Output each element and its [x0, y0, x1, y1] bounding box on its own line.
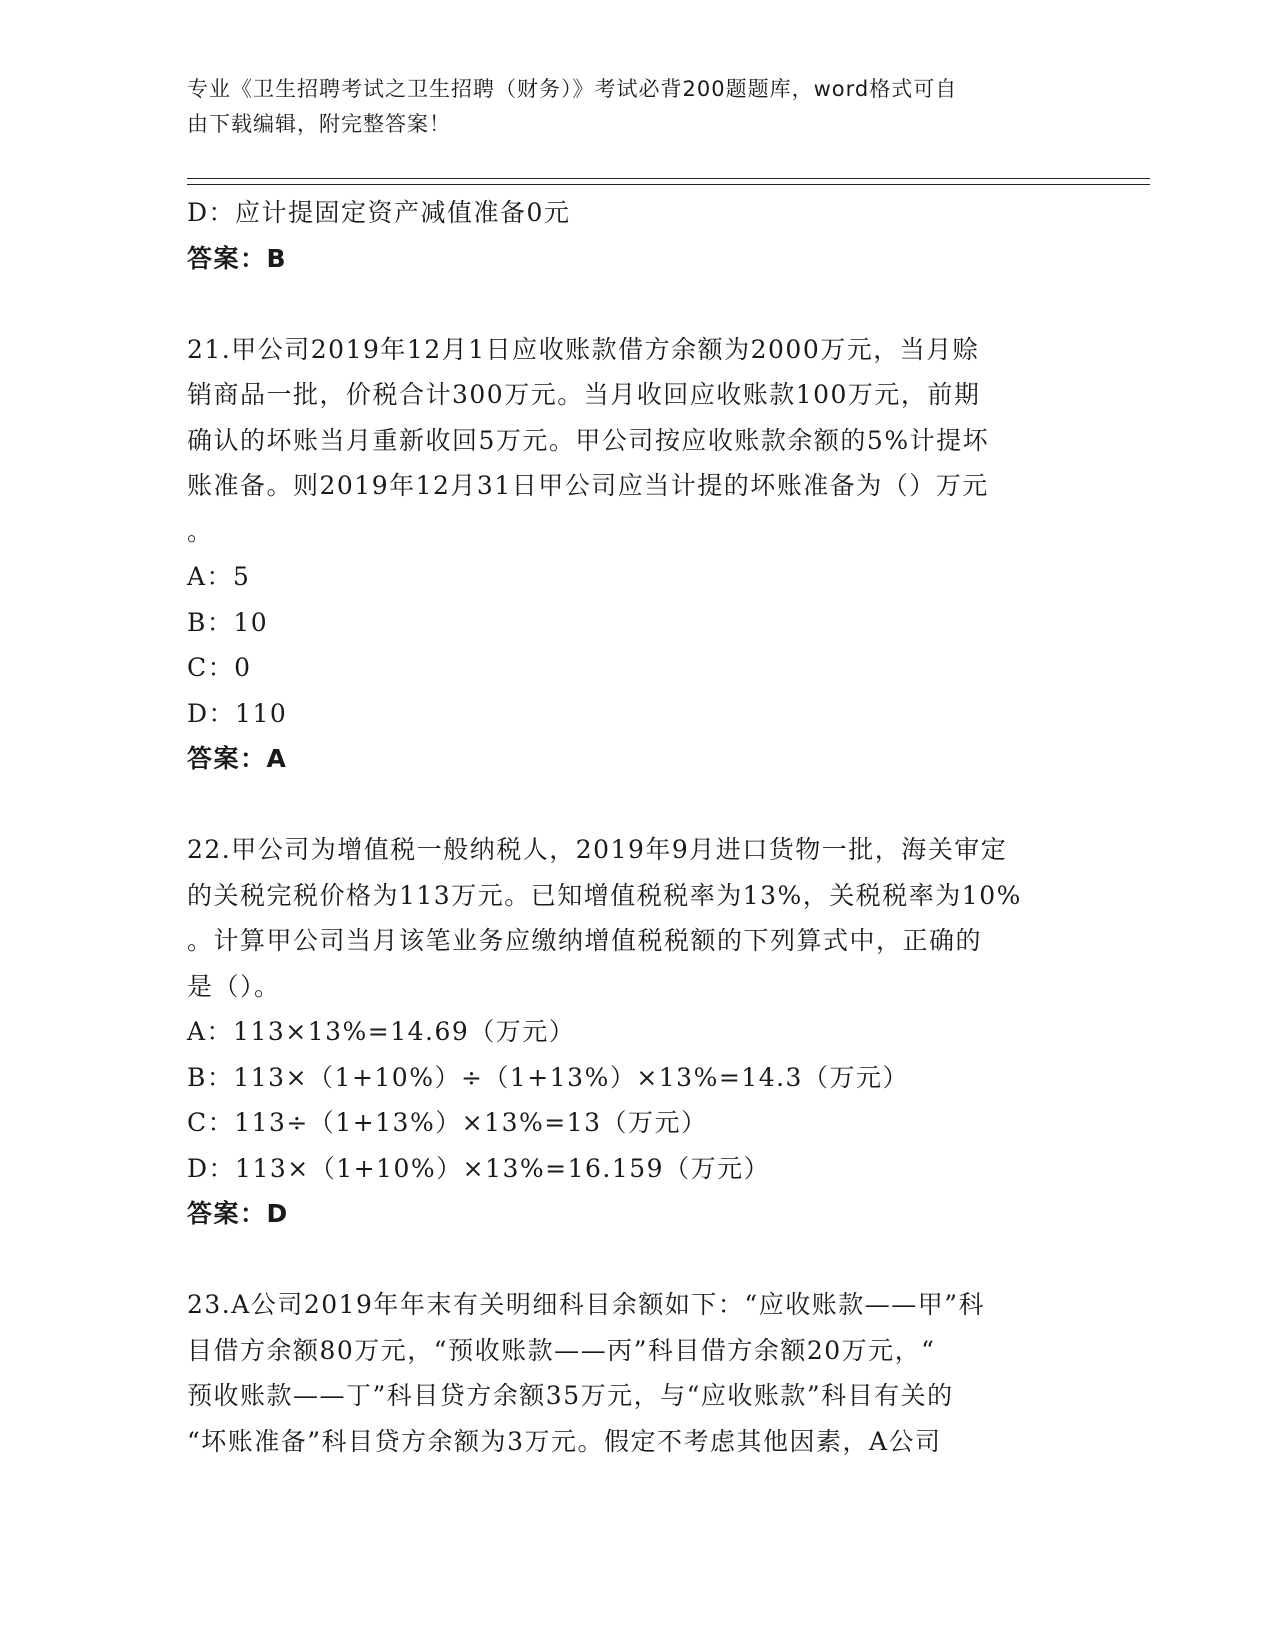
question-22-line: 。计算甲公司当月该笔业务应缴纳增值税税额的下列算式中，正确的: [187, 926, 983, 955]
question-21-line: 。: [187, 516, 214, 546]
question-22-line: 是（）。: [187, 971, 281, 1001]
question-23-line: 预收账款——丁”科目贷方余额35万元，与“应收账款”科目有关的: [187, 1381, 954, 1410]
question-21-line: 确认的坏账当月重新收回5万元。甲公司按应收账款余额的5%计提坏: [187, 425, 990, 455]
question-23: [187, 1282, 1082, 1464]
header-line-1: 专业《卫生招聘考试之卫生招聘（财务）》考试必背200题题库，word格式可自: [187, 77, 958, 101]
question-22-option-a: A：113×13%=14.69（万元）: [187, 1017, 576, 1046]
question-23-line: 23.A公司2019年年末有关明细科目余额如下：“应收账款——甲”科: [187, 1290, 985, 1319]
question-21-line: 账准备。则2019年12月31日甲公司应当计提的坏账准备为（）万元: [187, 471, 989, 500]
header-divider-bottom: [187, 184, 1150, 185]
prev-answer: 答案：B: [187, 243, 288, 273]
header-divider-top: [187, 178, 1150, 179]
question-23-line: “坏账准备”科目贷方余额为3万元。假定不考虑其他因素，A公司: [187, 1426, 942, 1456]
question-22: [187, 827, 1082, 1237]
spacer: [187, 1237, 1082, 1283]
question-21: [187, 327, 1082, 782]
question-22-option-c: C：113÷（1+13%）×13%=13（万元）: [187, 1108, 708, 1137]
spacer: [187, 281, 1082, 327]
question-23-line: 目借方余额80万元，“预收账款——丙”科目借方余额20万元，“: [187, 1335, 936, 1365]
document-body: [187, 190, 1082, 1464]
question-21-option-b: B：10: [187, 607, 269, 637]
question-22-option-b: B：113×（1+10%）÷（1+13%）×13%=14.3（万元）: [187, 1062, 909, 1092]
prev-option-d: D：应计提固定资产减值准备0元: [187, 198, 571, 227]
question-21-answer: 答案：A: [187, 744, 288, 773]
question-22-line: 22.甲公司为增值税一般纳税人，2019年9月进口货物一批，海关审定: [187, 835, 1008, 864]
header-line-2: 由下载编辑，附完整答案！: [187, 112, 451, 136]
question-21-option-a: A：5: [187, 562, 251, 591]
question-21-line: 销商品一批，价税合计300万元。当月收回应收账款100万元，前期: [187, 380, 981, 409]
question-22-line: 的关税完税价格为113万元。已知增值税税率为13%，关税税率为10%: [187, 880, 1022, 910]
question-21-option-c: C：0: [187, 653, 252, 682]
page-header: [187, 72, 1067, 142]
question-22-option-d: D：113×（1+10%）×13%=16.159（万元）: [187, 1153, 771, 1183]
question-22-answer: 答案：D: [187, 1199, 289, 1228]
question-21-option-d: D：110: [187, 698, 288, 728]
spacer: [187, 782, 1082, 828]
question-21-line: 21.甲公司2019年12月1日应收账款借方余额为2000万元，当月赊: [187, 334, 980, 364]
